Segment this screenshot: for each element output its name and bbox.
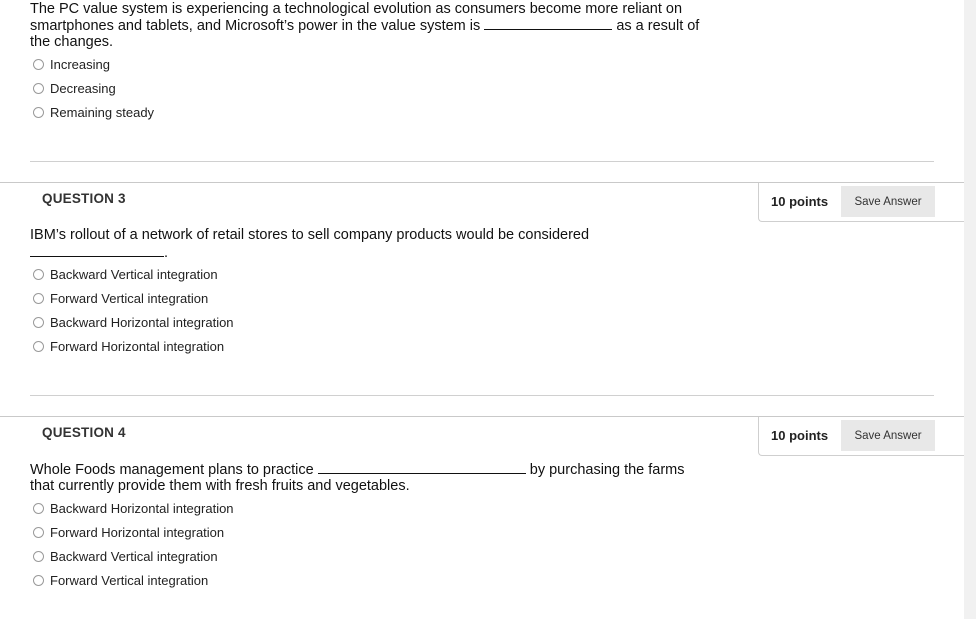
question-4-points: 10 points — [771, 428, 829, 443]
question-3-separator — [30, 395, 934, 396]
answer-blank — [30, 244, 164, 257]
option-forward-horizontal[interactable]: Forward Horizontal integration — [33, 520, 234, 544]
question-3-options — [33, 262, 234, 358]
question-2-options — [33, 52, 154, 124]
question-3-points: 10 points — [771, 194, 829, 209]
option-remaining-steady[interactable]: Remaining steady — [33, 100, 154, 124]
question-4-line-2: that currently provide them with fresh fruits and vegetables. — [30, 478, 410, 494]
question-2-line-2: smartphones and tablets, and Microsoft’s power in the value system is as a result of — [30, 18, 700, 34]
question-3-text — [30, 227, 750, 261]
answer-blank — [484, 17, 612, 30]
question-4-header — [0, 416, 964, 457]
radio-button[interactable] — [33, 83, 44, 94]
question-4-options — [33, 496, 234, 592]
question-3-header — [0, 182, 964, 223]
radio-button[interactable] — [33, 503, 44, 514]
radio-button[interactable] — [33, 269, 44, 280]
option-forward-horizontal[interactable]: Forward Horizontal integration — [33, 334, 234, 358]
question-2-line-3: the changes. — [30, 34, 114, 50]
question-3-line-1: IBM’s rollout of a network of retail stores to sell company products would be considered — [30, 227, 590, 243]
radio-button[interactable] — [33, 341, 44, 352]
question-4-points-box — [758, 417, 965, 456]
radio-button[interactable] — [33, 527, 44, 538]
question-4-save-answer-button[interactable]: Save Answer — [841, 420, 935, 451]
radio-button[interactable] — [33, 293, 44, 304]
radio-button[interactable] — [33, 551, 44, 562]
question-4-text — [30, 461, 750, 494]
radio-button[interactable] — [33, 59, 44, 70]
question-3-number: QUESTION 3 — [42, 191, 126, 206]
question-2-text — [30, 1, 750, 50]
option-backward-horizontal[interactable]: Backward Horizontal integration — [33, 310, 234, 334]
option-backward-horizontal[interactable]: Backward Horizontal integration — [33, 496, 234, 520]
option-decreasing[interactable]: Decreasing — [33, 76, 154, 100]
question-3-save-answer-button[interactable]: Save Answer — [841, 186, 935, 217]
radio-button[interactable] — [33, 575, 44, 586]
option-forward-vertical[interactable]: Forward Vertical integration — [33, 286, 234, 310]
question-4-line-1: Whole Foods management plans to practice by purchasing the farms — [30, 462, 685, 478]
radio-button[interactable] — [33, 317, 44, 328]
option-forward-vertical[interactable]: Forward Vertical integration — [33, 568, 234, 592]
option-increasing[interactable]: Increasing — [33, 52, 154, 76]
question-3-points-box — [758, 183, 965, 222]
question-3-line-2: . — [30, 244, 750, 261]
scrollbar[interactable] — [964, 0, 976, 619]
question-2-separator — [30, 161, 934, 162]
option-backward-vertical[interactable]: Backward Vertical integration — [33, 544, 234, 568]
radio-button[interactable] — [33, 107, 44, 118]
question-4-number: QUESTION 4 — [42, 425, 126, 440]
question-2-line-1: The PC value system is experiencing a technological evolution as consumers become more reliant on — [30, 1, 683, 17]
answer-blank — [318, 461, 526, 474]
option-backward-vertical[interactable]: Backward Vertical integration — [33, 262, 234, 286]
